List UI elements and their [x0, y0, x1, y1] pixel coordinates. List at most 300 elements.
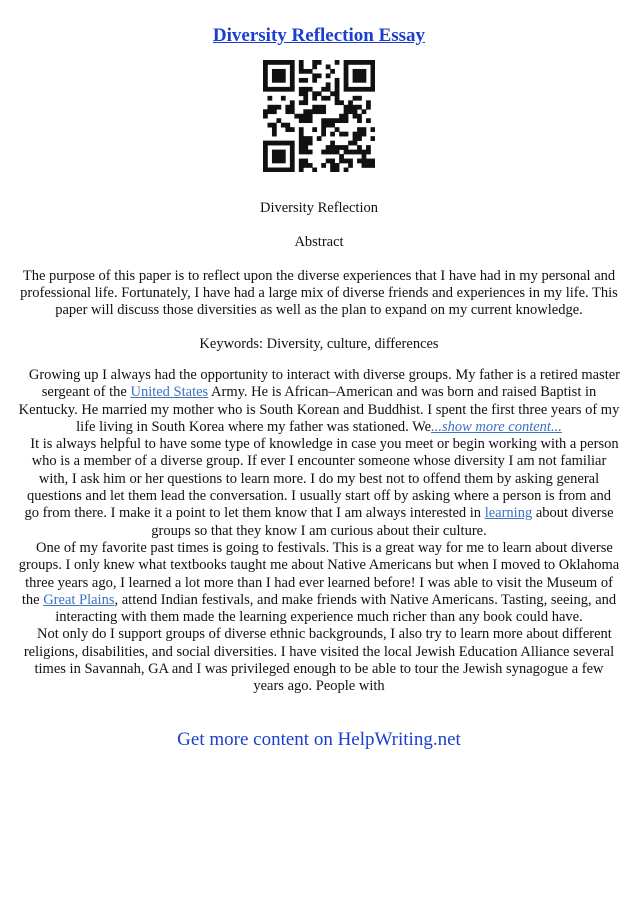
qr-module: [312, 105, 317, 110]
qr-module: [371, 82, 375, 87]
qr-module: [362, 154, 367, 159]
qr-module: [366, 60, 371, 65]
qr-module: [357, 78, 362, 83]
qr-module: [371, 64, 375, 69]
qr-module: [330, 145, 335, 150]
qr-module: [303, 69, 308, 74]
qr-module: [344, 60, 349, 65]
qr-module: [339, 100, 344, 105]
qr-module: [272, 150, 277, 155]
qr-module: [321, 127, 326, 132]
qr-module: [317, 105, 322, 110]
qr-module: [281, 123, 286, 128]
qr-module: [276, 73, 281, 78]
qr-module: [272, 78, 277, 83]
abstract-text: The purpose of this paper is to reflect upon the diverse experiences that I have had in my personal and professional life. Fortunately, I have had a large mix of diverse friends and experiences in my life. This paper will discuss those diversities as well as the plan to expand on my current knowledge.: [20, 268, 618, 319]
qr-module: [312, 60, 317, 65]
qr-module: [371, 87, 375, 92]
qr-module: [285, 87, 290, 92]
qr-module: [348, 163, 353, 168]
qr-module: [357, 96, 362, 101]
qr-module: [371, 73, 375, 78]
document-title: [0, 24, 638, 48]
qr-module: [308, 69, 313, 74]
qr-module: [290, 159, 295, 164]
qr-module: [303, 145, 308, 150]
qr-module: [276, 154, 281, 159]
qr-module: [357, 87, 362, 92]
qr-module: [357, 73, 362, 78]
paragraph-3-text-a: One of my favorite past times is going to festivals. This is a great way for me to learn about diverse groups. I only knew what textbooks taught me about Native Americans but when I moved to Oklahoma three years ago, I learned a lot more than I had ever learned before! I was able to visit the Museum of the: [18, 539, 620, 608]
qr-module: [285, 127, 290, 132]
paragraph-2-text-b: about diverse groups so that they know I am curious about their culture.: [151, 505, 614, 539]
qr-module: [344, 109, 349, 114]
qr-module: [339, 159, 344, 164]
qr-module: [371, 136, 375, 141]
paragraph-2: [18, 436, 620, 540]
paragraph-4-text: Not only do I support groups of diverse ethnic backgrounds, I also try to learn more about different religions, disabilities, and social diversities. I have visited the local Jewish Education Alliance several times in Savannah, GA and I was privileged enough to be able to tour the Jewish synagogue a few years ago. People with: [23, 626, 615, 695]
qr-module: [366, 159, 371, 164]
paragraph-2-text-a: It is always helpful to have some type of knowledge in case you meet or begin working with a person who is a member of a diverse group. If ever I encounter someone whose diversity I am not familiar with, I ask him or her questions to learn more. I do my best not to offend them by asking general questions and let them lead the conversation. I usually start off by asking where a person is from and go from there. I make it a point to let them know that I am always interested in: [24, 436, 619, 522]
qr-module: [299, 78, 304, 83]
qr-module: [281, 69, 286, 74]
qr-module: [312, 96, 317, 101]
qr-module: [357, 159, 362, 164]
qr-module: [308, 163, 313, 168]
qr-module: [299, 145, 304, 150]
qr-module: [299, 87, 304, 92]
qr-module: [362, 163, 367, 168]
qr-module: [303, 78, 308, 83]
qr-module: [344, 105, 349, 110]
qr-module: [335, 91, 340, 96]
qr-module: [303, 150, 308, 155]
qr-module: [321, 109, 326, 114]
qr-module: [366, 105, 371, 110]
qr-module: [272, 132, 277, 137]
essay-body: [18, 367, 620, 696]
qr-module: [276, 87, 281, 92]
qr-module: [348, 150, 353, 155]
qr-module: [312, 109, 317, 114]
qr-module: [357, 150, 362, 155]
qr-module: [353, 87, 358, 92]
qr-module: [348, 105, 353, 110]
qr-module: [362, 109, 367, 114]
qr-module: [317, 136, 322, 141]
qr-module: [299, 91, 304, 96]
qr-module: [303, 87, 308, 92]
qr-module: [362, 73, 367, 78]
qr-module: [281, 73, 286, 78]
qr-module: [267, 105, 272, 110]
qr-module: [303, 114, 308, 119]
qr-module: [357, 114, 362, 119]
qr-module: [366, 150, 371, 155]
qr-module: [263, 168, 268, 172]
qr-module: [344, 78, 349, 83]
qr-module: [290, 168, 295, 172]
link-learning[interactable]: learning: [484, 505, 533, 522]
qr-module: [371, 159, 375, 164]
qr-module: [326, 145, 331, 150]
qr-module: [357, 105, 362, 110]
qr-module: [263, 69, 268, 74]
show-more-link[interactable]: ...show more content...: [431, 418, 562, 435]
qr-module: [330, 132, 335, 137]
qr-module: [276, 150, 281, 155]
qr-module: [299, 141, 304, 146]
qr-module: [290, 87, 295, 92]
qr-code-icon: [263, 60, 375, 172]
qr-module: [366, 87, 371, 92]
qr-module: [267, 87, 272, 92]
qr-module: [263, 163, 268, 168]
qr-module: [330, 159, 335, 164]
qr-module: [299, 118, 304, 123]
qr-module: [299, 69, 304, 74]
qr-module: [272, 123, 277, 128]
qr-module: [326, 82, 331, 87]
qr-module: [321, 118, 326, 123]
qr-module: [335, 150, 340, 155]
qr-module: [326, 123, 331, 128]
qr-module: [263, 78, 268, 83]
qr-module: [357, 69, 362, 74]
footer: [0, 728, 638, 752]
qr-module: [344, 82, 349, 87]
qr-module: [290, 64, 295, 69]
qr-module: [290, 163, 295, 168]
qr-module: [326, 73, 331, 78]
qr-module: [281, 96, 286, 101]
qr-module: [303, 96, 308, 101]
qr-module: [335, 145, 340, 150]
qr-module: [263, 114, 268, 119]
qr-module: [312, 168, 317, 172]
qr-module: [308, 118, 313, 123]
qr-module: [303, 118, 308, 123]
qr-module: [263, 82, 268, 87]
qr-module: [353, 96, 358, 101]
keywords-line: Keywords: Diversity, culture, differences: [199, 336, 439, 352]
qr-module: [326, 87, 331, 92]
qr-module: [299, 150, 304, 155]
qr-module: [335, 118, 340, 123]
qr-module: [267, 141, 272, 146]
qr-module: [321, 150, 326, 155]
qr-module: [366, 100, 371, 105]
qr-module: [276, 159, 281, 164]
qr-module: [290, 69, 295, 74]
get-more-content-link[interactable]: Get more content on HelpWriting.net: [177, 729, 461, 750]
qr-module: [371, 163, 375, 168]
qr-module: [339, 132, 344, 137]
qr-module: [344, 114, 349, 119]
qr-module: [290, 78, 295, 83]
qr-module: [330, 118, 335, 123]
qr-module: [344, 118, 349, 123]
document-title-link[interactable]: Diversity Reflection Essay: [212, 25, 426, 46]
qr-module: [290, 150, 295, 155]
qr-module: [344, 159, 349, 164]
qr-module: [312, 78, 317, 83]
qr-module: [330, 168, 335, 172]
qr-module: [321, 105, 326, 110]
qr-module: [272, 73, 277, 78]
qr-module: [330, 150, 335, 155]
qr-module: [299, 64, 304, 69]
qr-module: [308, 109, 313, 114]
qr-module: [299, 60, 304, 65]
qr-module: [263, 154, 268, 159]
qr-module: [339, 145, 344, 150]
qr-module: [366, 145, 371, 150]
qr-module: [335, 60, 340, 65]
qr-module: [272, 109, 277, 114]
qr-module: [353, 69, 358, 74]
qr-module: [366, 118, 371, 123]
qr-module: [344, 132, 349, 137]
qr-module: [281, 141, 286, 146]
qr-module: [348, 100, 353, 105]
qr-module: [290, 82, 295, 87]
qr-module: [272, 159, 277, 164]
qr-module: [290, 145, 295, 150]
qr-module: [317, 60, 322, 65]
qr-module: [326, 150, 331, 155]
qr-module: [263, 73, 268, 78]
qr-module: [353, 150, 358, 155]
qr-module: [371, 127, 375, 132]
qr-module: [303, 91, 308, 96]
qr-module: [348, 109, 353, 114]
qr-module: [348, 60, 353, 65]
qr-module: [344, 150, 349, 155]
qr-module: [263, 150, 268, 155]
qr-module: [362, 87, 367, 92]
qr-module: [303, 136, 308, 141]
qr-module: [357, 127, 362, 132]
qr-module: [353, 105, 358, 110]
qr-module: [335, 87, 340, 92]
qr-module: [335, 100, 340, 105]
qr-module: [353, 141, 358, 146]
qr-module: [321, 87, 326, 92]
qr-module: [299, 127, 304, 132]
qr-module: [267, 60, 272, 65]
qr-module: [303, 141, 308, 146]
qr-module: [344, 69, 349, 74]
qr-module: [348, 141, 353, 146]
qr-module: [353, 73, 358, 78]
qr-module: [335, 82, 340, 87]
link-united-states[interactable]: United States: [130, 384, 209, 401]
qr-module: [326, 118, 331, 123]
qr-module: [272, 60, 277, 65]
paragraph-4: [18, 626, 620, 695]
qr-module: [321, 96, 326, 101]
qr-module: [353, 114, 358, 119]
qr-module: [353, 109, 358, 114]
qr-module: [362, 60, 367, 65]
qr-module: [267, 168, 272, 172]
qr-module: [344, 87, 349, 92]
qr-module: [299, 114, 304, 119]
qr-module: [330, 123, 335, 128]
qr-module: [308, 136, 313, 141]
qr-module: [281, 60, 286, 65]
qr-module: [290, 109, 295, 114]
link-great-plains[interactable]: Great Plains: [43, 591, 115, 608]
paragraph-1-text-a: Growing up I always had the opportunity to interact with diverse groups. My father is a retired master sergeant of the: [28, 367, 620, 401]
qr-module: [263, 109, 268, 114]
qr-module: [299, 168, 304, 172]
qr-module: [339, 114, 344, 119]
qr-module: [317, 91, 322, 96]
qr-module: [290, 60, 295, 65]
qr-module: [294, 114, 299, 119]
qr-module: [285, 141, 290, 146]
qr-module: [263, 87, 268, 92]
qr-module: [290, 105, 295, 110]
qr-module: [276, 168, 281, 172]
qr-module: [276, 105, 281, 110]
qr-module: [335, 127, 340, 132]
qr-module: [303, 159, 308, 164]
qr-module: [281, 159, 286, 164]
qr-module: [330, 91, 335, 96]
qr-module: [281, 168, 286, 172]
qr-module: [357, 136, 362, 141]
qr-module: [299, 100, 304, 105]
qr-module: [362, 69, 367, 74]
qr-module: [272, 127, 277, 132]
qr-module: [299, 163, 304, 168]
qr-module: [344, 64, 349, 69]
qr-module: [290, 100, 295, 105]
qr-module: [357, 132, 362, 137]
abstract-label: Abstract: [294, 234, 344, 250]
qr-module: [330, 141, 335, 146]
qr-module: [276, 78, 281, 83]
qr-module: [272, 168, 277, 172]
qr-module: [281, 87, 286, 92]
qr-module: [335, 96, 340, 101]
qr-module: [285, 60, 290, 65]
qr-module: [330, 69, 335, 74]
qr-module: [321, 163, 326, 168]
qr-module: [263, 159, 268, 164]
qr-module: [263, 60, 268, 65]
qr-module: [353, 78, 358, 83]
qr-module: [290, 154, 295, 159]
qr-module: [285, 123, 290, 128]
qr-module: [290, 73, 295, 78]
qr-module: [321, 123, 326, 128]
qr-module: [353, 132, 358, 137]
qr-module: [344, 168, 349, 172]
qr-module: [362, 78, 367, 83]
qr-module: [371, 78, 375, 83]
qr-module: [276, 118, 281, 123]
qr-module: [353, 60, 358, 65]
qr-module: [272, 69, 277, 74]
qr-module: [362, 132, 367, 137]
qr-module: [281, 154, 286, 159]
qr-module: [312, 73, 317, 78]
qr-module: [281, 150, 286, 155]
qr-module: [290, 127, 295, 132]
qr-module: [303, 100, 308, 105]
qr-module: [357, 60, 362, 65]
qr-module: [267, 109, 272, 114]
qr-module: [272, 105, 277, 110]
qr-module: [285, 168, 290, 172]
qr-module: [308, 141, 313, 146]
qr-module: [312, 64, 317, 69]
qr-module: [317, 109, 322, 114]
qr-module: [348, 159, 353, 164]
qr-module: [344, 73, 349, 78]
qr-module: [303, 109, 308, 114]
qr-module: [303, 163, 308, 168]
qr-module: [339, 118, 344, 123]
qr-module: [263, 141, 268, 146]
qr-module: [335, 78, 340, 83]
qr-module: [263, 145, 268, 150]
qr-module: [272, 87, 277, 92]
qr-module: [272, 141, 277, 146]
qr-module: [312, 91, 317, 96]
qr-module: [312, 127, 317, 132]
qr-module: [285, 105, 290, 110]
qr-module: [285, 109, 290, 114]
qr-module: [339, 154, 344, 159]
qr-module: [335, 168, 340, 172]
paragraph-3-text-b: , attend Indian festivals, and make friends with Native Americans. Tasting, seeing, and interacting with them made the learning experience much richer than any book could have.: [55, 591, 617, 626]
qr-module: [357, 145, 362, 150]
qr-module: [326, 64, 331, 69]
qr-module: [276, 69, 281, 74]
qr-module: [353, 136, 358, 141]
qr-module: [299, 136, 304, 141]
qr-module: [335, 163, 340, 168]
qr-module: [263, 64, 268, 69]
qr-module: [267, 96, 272, 101]
qr-module: [326, 96, 331, 101]
paragraph-3: [18, 540, 620, 626]
qr-module: [371, 60, 375, 65]
qr-module: [281, 78, 286, 83]
qr-module: [366, 163, 371, 168]
qr-module: [357, 118, 362, 123]
qr-module: [299, 132, 304, 137]
paragraph-1-text-b: Army. He is African–American and was born and raised Baptist in Kentucky. He married my mother who is South Korean and Buddhist. I spent the first three years of my life living in South Korea where my father was stationed. We: [18, 384, 620, 435]
qr-module: [321, 132, 326, 137]
qr-module: [308, 114, 313, 119]
qr-module: [290, 141, 295, 146]
paragraph-1: [18, 367, 620, 436]
qr-module: [272, 154, 277, 159]
qr-module: [344, 145, 349, 150]
qr-module: [362, 159, 367, 164]
essay-heading: Diversity Reflection: [260, 200, 378, 216]
qr-module: [362, 150, 367, 155]
qr-module: [276, 60, 281, 65]
qr-module: [317, 73, 322, 78]
qr-module: [362, 127, 367, 132]
